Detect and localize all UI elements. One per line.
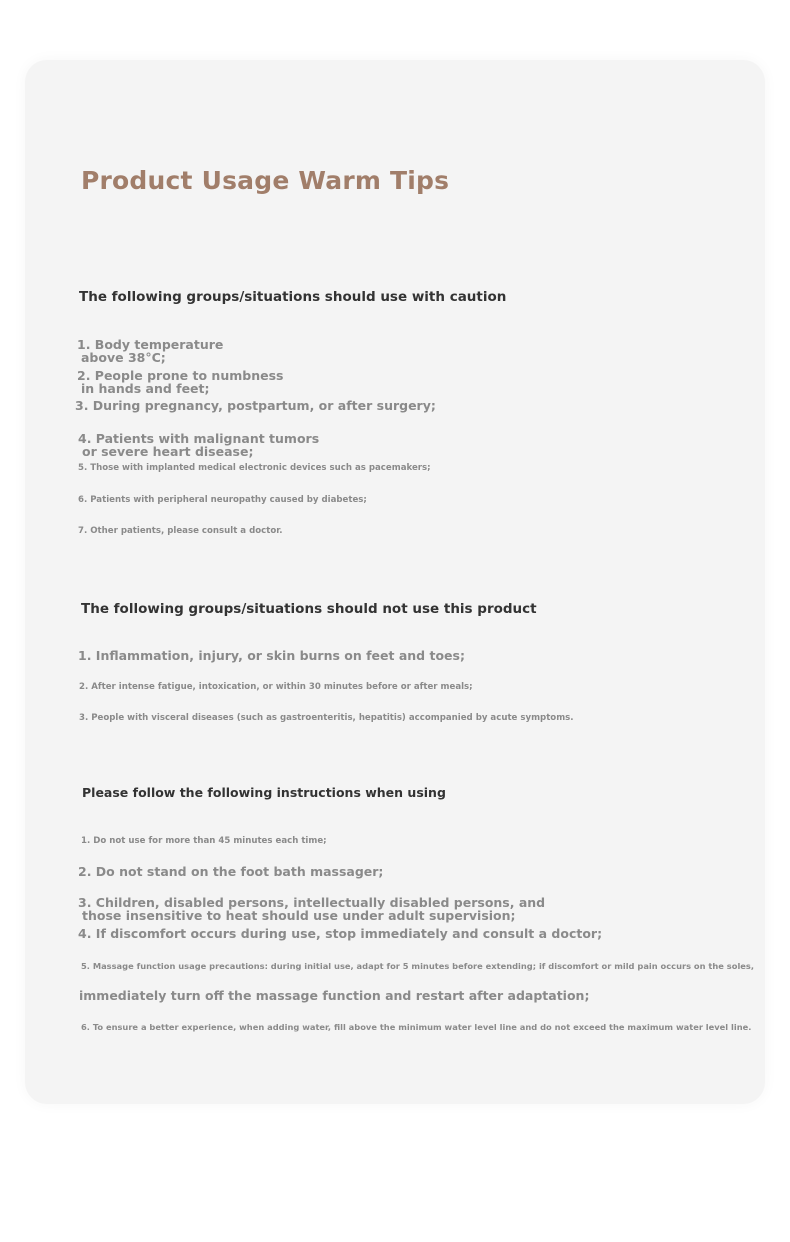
instruction-item-3 [78, 897, 545, 922]
caution-item-1 [77, 339, 223, 364]
instruction-item-5 [81, 962, 754, 970]
instruction-item-2 [78, 866, 383, 879]
instruction-item-6 [81, 1023, 751, 1031]
not-use-item-1 [78, 650, 465, 663]
caution-item-4 [78, 433, 319, 458]
caution-item-7 [78, 527, 283, 536]
caution-item-3-line-1: 3. During pregnancy, postpartum, or after surgery; [75, 398, 436, 413]
caution-item-3 [75, 400, 436, 413]
caution-item-5-line-1: 5. Those with implanted medical electronic devices such as pacemakers; [78, 463, 431, 473]
not-use-item-3-line-1: 3. People with visceral diseases (such as gastroenteritis, hepatitis) accompanied by acute symptoms. [79, 713, 574, 723]
instruction-item-2-line-1: 2. Do not stand on the foot bath massager; [78, 864, 384, 879]
instruction-item-1-line-1: 1. Do not use for more than 45 minutes each time; [81, 836, 327, 846]
page-title: Product Usage Warm Tips [81, 166, 450, 195]
caution-heading: The following groups/situations should use with caution [79, 289, 507, 305]
instruction-item-6-line-1: 6. To ensure a better experience, when adding water, fill above the minimum water level line and do not exceed the maximum water level line. [81, 1022, 752, 1032]
caution-item-4-line-1: 4. Patients with malignant tumors [78, 431, 320, 446]
tips-card [25, 60, 765, 1104]
instruction-item-3-line-1: 3. Children, disabled persons, intellectually disabled persons, and [78, 895, 546, 910]
caution-item-7-line-1: 7. Other patients, please consult a doctor. [78, 526, 283, 536]
caution-item-6 [78, 496, 367, 505]
not-use-item-2 [79, 683, 473, 692]
caution-item-1-line-2: above 38°C; [81, 349, 166, 365]
not-use-item-3 [79, 714, 574, 723]
instruction-item-5-continued-line-1: immediately turn off the massage function and restart after adaptation; [79, 988, 590, 1003]
caution-item-2-line-1: 2. People prone to numbness [77, 368, 284, 383]
caution-item-6-line-1: 6. Patients with peripheral neuropathy caused by diabetes; [78, 495, 367, 505]
caution-item-1-line-1: 1. Body temperature [77, 337, 224, 352]
instruction-item-5-line-1: 5. Massage function usage precautions: during initial use, adapt for 5 minutes before extending; if discomfort or mild pain occurs on the soles, [81, 961, 754, 971]
caution-item-2-line-2: in hands and feet; [81, 380, 210, 396]
caution-item-4-line-2: or severe heart disease; [82, 443, 254, 459]
not-use-heading: The following groups/situations should not use this product [81, 601, 537, 617]
instruction-item-5-continued [79, 990, 589, 1003]
not-use-item-1-line-1: 1. Inflammation, injury, or skin burns on feet and toes; [78, 648, 465, 663]
not-use-item-2-line-1: 2. After intense fatigue, intoxication, or within 30 minutes before or after meals; [79, 682, 473, 692]
instruction-item-4-line-1: 4. If discomfort occurs during use, stop immediately and consult a doctor; [78, 926, 603, 941]
instruction-item-3-line-2: those insensitive to heat should use under adult supervision; [82, 907, 516, 923]
instruction-item-1 [81, 837, 327, 846]
caution-item-2 [77, 370, 283, 395]
instruction-item-4 [78, 928, 602, 941]
instructions-heading: Please follow the following instructions when using [82, 785, 446, 800]
caution-item-5 [78, 464, 431, 473]
